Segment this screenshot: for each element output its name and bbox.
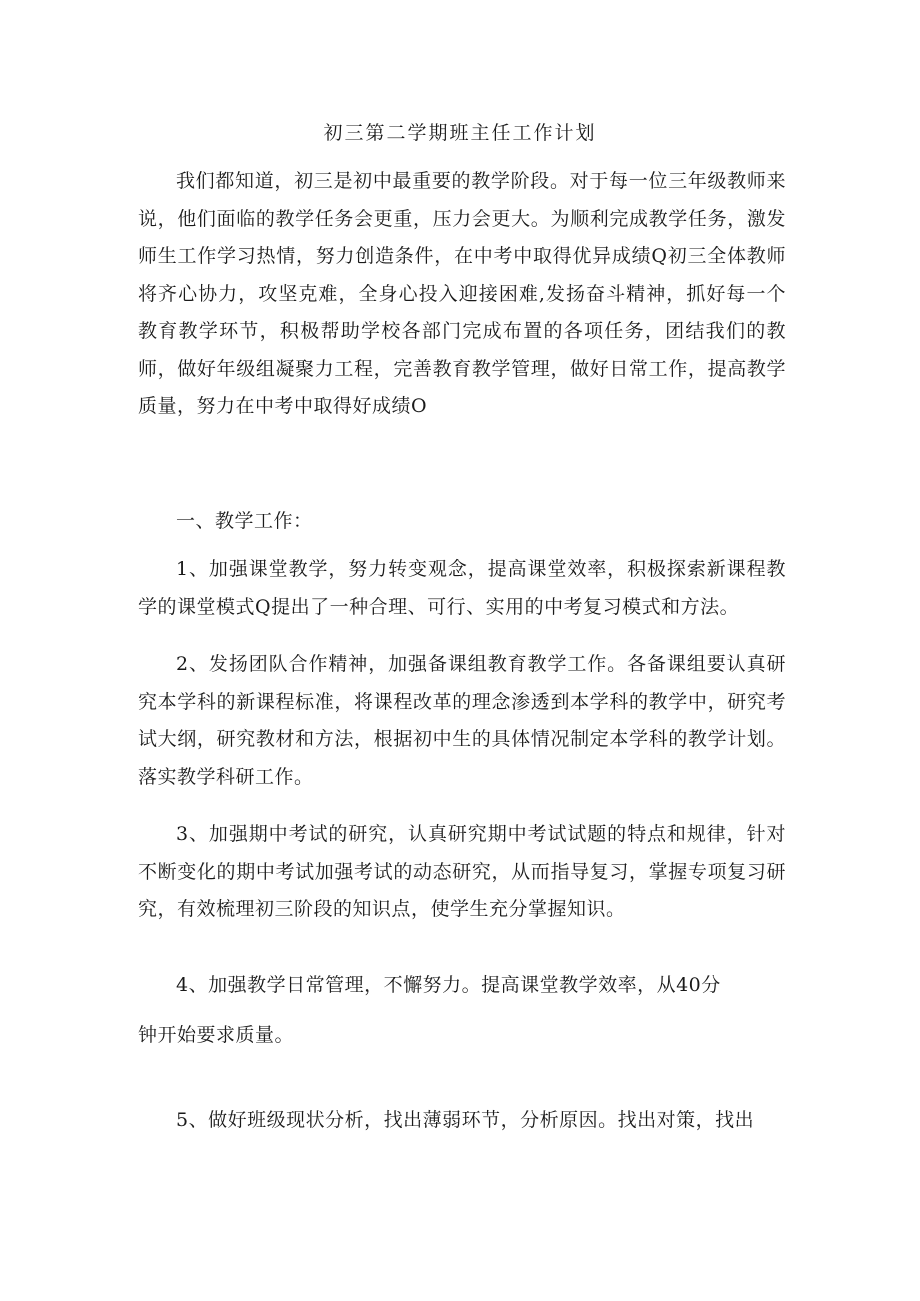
list-item-4-line-1: 4、加强教学日常管理，不懈努力。提高课堂教学效率，从40分 — [176, 974, 721, 996]
document-title: 初三第二学期班主任工作计划 — [323, 122, 597, 144]
list-item-5: 5、做好班级现状分析，找出薄弱环节，分析原因。找出对策，找出 — [176, 1109, 755, 1131]
list-item-3: 3、加强期中考试的研究，认真研究期中考试试题的特点和规律，针对不断变化的期中考试加强考试的动态研究，从而指导复习，掌握专项复习研究，有效梳理初三阶段的知识点，使学生充分掌握知识。 — [138, 823, 786, 920]
list-item-1: 1、加强课堂教学，努力转变观念，提高课堂效率，积极探索新课程教学的课堂模式Q提出了一种合理、可行、实用的中考复习模式和方法。 — [138, 558, 786, 618]
section-heading-teaching: 一、教学工作： — [176, 510, 313, 532]
list-item-2: 2、发扬团队合作精神，加强备课组教育教学工作。各备课组要认真研究本学科的新课程标准，将课程改革的理念渗透到本学科的教学中，研究考试大纲，研究教材和方法，根据初中生的具体情况制定本学科的教学计划。落实教学科研工作。 — [138, 653, 786, 788]
list-item-4-line-2: 钟开始要求质量。 — [138, 1024, 295, 1046]
intro-paragraph: 我们都知道，初三是初中最重要的教学阶段。对于每一位三年级教师来说，他们面临的教学任务会更重，压力会更大。为顺利完成教学任务，激发师生工作学习热情，努力创造条件，在中考中取得优异成绩Q初三全体教师将齐心协力，攻坚克难，全身心投入迎接困难,发扬奋斗精神，抓好每一个教育教学环节，积极帮助学校各部门完成布置的各项任务，团结我们的教师，做好年级组凝聚力工程，完善教育教学管理，做好日常工作，提高教学质量，努力在中考中取得好成绩O — [138, 170, 786, 417]
